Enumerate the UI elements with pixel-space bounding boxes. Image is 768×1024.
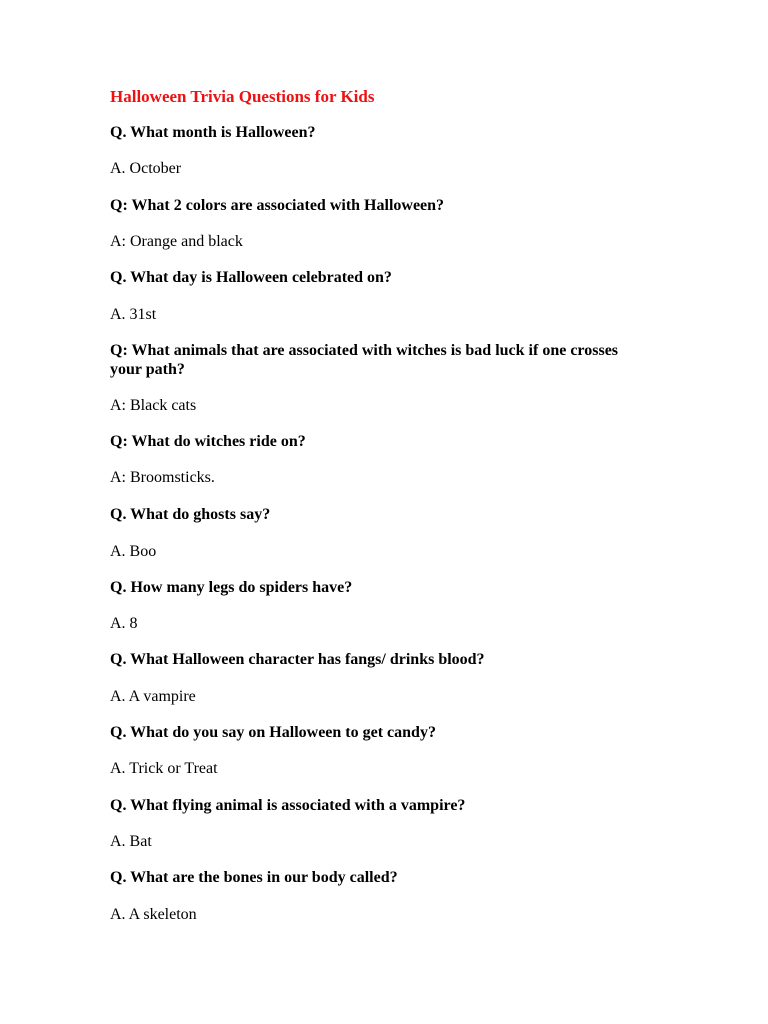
question-6: Q. What do ghosts say? (110, 506, 271, 523)
question-3: Q. What day is Halloween celebrated on? (110, 269, 392, 286)
document-title: Halloween Trivia Questions for Kids (110, 87, 375, 106)
question-4: Q: What animals that are associated with witches is bad luck if one crosses your path? (110, 342, 619, 378)
question-9: Q. What do you say on Halloween to get candy? (110, 724, 436, 741)
answer-6: A. Boo (110, 543, 157, 560)
answer-11: A. A skeleton (110, 906, 197, 923)
question-11: Q. What are the bones in our body called? (110, 869, 398, 886)
answer-9: A. Trick or Treat (110, 760, 218, 777)
answer-3: A. 31st (110, 306, 157, 323)
answer-10: A. Bat (110, 833, 152, 850)
question-8: Q. What Halloween character has fangs/ drinks blood? (110, 651, 485, 668)
question-2: Q: What 2 colors are associated with Halloween? (110, 197, 445, 214)
answer-1: A. October (110, 160, 182, 177)
answer-2: A: Orange and black (110, 233, 243, 250)
answer-4: A: Black cats (110, 397, 197, 414)
answer-5: A: Broomsticks. (110, 469, 215, 486)
answer-8: A. A vampire (110, 688, 196, 705)
question-7: Q. How many legs do spiders have? (110, 579, 353, 596)
question-5: Q: What do witches ride on? (110, 433, 306, 450)
question-10: Q. What flying animal is associated with a vampire? (110, 797, 466, 814)
answer-7: A. 8 (110, 615, 138, 632)
question-1: Q. What month is Halloween? (110, 124, 316, 141)
